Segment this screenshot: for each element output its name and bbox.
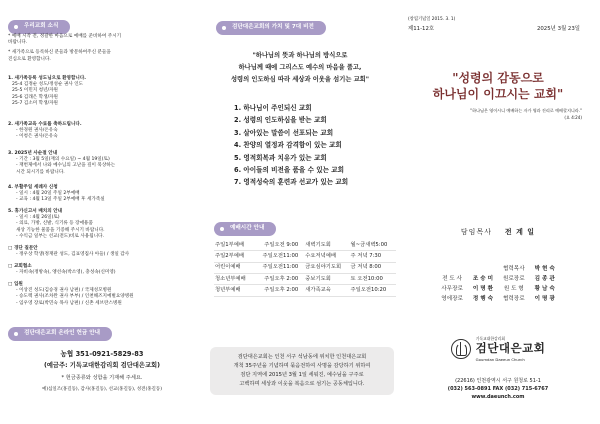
volume-number: 제11-12호 <box>408 25 435 32</box>
church-name: 검단대은교회 <box>475 341 546 356</box>
church-address: (22616) 인천광역시 서구 원청로 51-1 <box>455 378 541 384</box>
news-birthday: □ 경단 질문안 - 정우상 학생(정재관 성도, 김표영집사 아들) / 생일 감사 <box>8 246 130 258</box>
church-logo: 기독교대한감리회 검단대은교회 Goumdan Daeeun Church <box>400 336 596 362</box>
church-contact <box>400 378 596 401</box>
news-item-1: 1. 새가족등록 성도님으로 환영합니다. 25-4 김정순 성도/정성순 권사 인도 25-5 이민지 청년/자원 25-6 김래은 학생/자원 25-7 김소미 학생/자원 <box>8 76 87 106</box>
news-item-2: 2. 새가족교육 수료를 축하드립니다. - 한경원 권사/온유숙 - 이청은 권사/온유숙 <box>8 122 82 140</box>
main-title: "성령의 감동으로 하나님이 이끄시는 교회" <box>432 71 564 102</box>
scripture: "하나님은 영이시니 예배하는 자가 영과 진리로 예배할지니라." (요 4:24) <box>470 108 582 120</box>
worship-row: 청소년부예배 주일오후 2:00 중보기도회 토 오전10:00 <box>214 273 396 284</box>
staff-row: 협력목사 박 현 숙 <box>503 266 555 273</box>
worship-row: 청년부예배 주일오후 2:00 새가족교육 주일오전10:20 <box>214 285 396 296</box>
news-item-5: 5. 휴가신고서 배치의 안내 - 일시 : 4월 26일(토) - 의료, 가방, 신발, 식기류 등 장애용품 새상 기능한 물품을 기증해 주시기 바랍니다. - 수익금 일부는 선교(전도)비로 사용됩니다. <box>8 209 105 239</box>
vision-section-pill: 검단대은교회의 가치 및 7대 비전 <box>216 21 326 35</box>
staff-table-wrap <box>400 265 596 305</box>
bank-account: 농협 351-0921-5829-83 <box>60 350 144 358</box>
offering-note: * 헌금종류와 성함을 기재해 주세요. <box>61 375 143 382</box>
news-visit: □ 교회협소 - 자비속(정방속), 엥선속(박소영), 충성속(신미영) <box>8 264 116 276</box>
news-item-4: 4. 부활주일 세례자 신청 - 일시 : 4월 20일 주일 2부예배 - 교육 : 4월 13일 주일 2부예배 후 세가족실 <box>8 185 105 203</box>
church-emblem-icon <box>451 339 471 359</box>
senior-pastor: 담임목사 전 계 일 <box>460 228 536 236</box>
vision-item: 2. 성령의 인도하심을 받는 교회 <box>234 116 327 125</box>
account-holder: (예금주: 기독교대한감리회 검단대은교회) <box>43 361 161 369</box>
bulletin-date: 2025년 3월 23일 <box>536 25 580 32</box>
worship-row: 주일2부예배 주일오전11:00 수요저녁예배 주 저녁 7:30 <box>214 251 396 262</box>
worship-row: 주일1부예배 주일오전 9:00 새벽기도회 월~금새벽5:00 <box>214 240 396 251</box>
offering-example: 예)십일조(홍길동), 감사(홍길동), 선교(홍길동), 성전(홍길동) <box>41 387 162 393</box>
founded-date: (창립기념일 2015. 3. 1) <box>408 17 456 22</box>
church-name-english: Goumdan Daeeun Church <box>475 356 525 362</box>
news-column <box>4 0 200 424</box>
staff-row: 사무장로 이 명 환 원 도 형 황 남 숙 <box>441 286 555 293</box>
vision-item: 3. 살아있는 말씀이 선포되는 교회 <box>234 128 334 137</box>
news-intro: * 예배 시작 전, 정갈한 마음으로 예배를 준비하여 주시기 바랍니다. * 새가족으로 등록하신 분들과 방문하여주신 분들을 진심으로 환영합니다. <box>8 34 122 62</box>
worship-row: 어린이예배 주일오전11:00 금요심야기도회 금 저녁 8:00 <box>214 262 396 273</box>
offering-info <box>4 350 200 393</box>
news-item-3: 3. 2025년 사순절 안내 - 기간 : 3월 5일(재의 수요일) ~ 4월 19일(토) - 재번제에서 나와 예수님의 고난을 깊이 묵상하는 시간 되시기를 바랍니다. <box>8 151 116 175</box>
bulletin-header <box>408 17 596 33</box>
vision-item: 6. 아이들의 비전을 품을 수 있는 교회 <box>234 165 345 174</box>
staff-row: 영에장로 정 행 숙 협력장로 이 명 광 <box>441 295 555 302</box>
worship-table <box>214 240 396 297</box>
offering-section-pill: 검단대은교회 온라인 헌금 안내 <box>8 327 112 341</box>
worship-table-wrap <box>214 240 398 297</box>
vision-column <box>202 0 398 424</box>
church-website: www.daeunch.com <box>471 393 525 400</box>
news-hospital: □ 입원 - 이상진 성도(김승경 권사 남편) / 국제성모병원 - 승도렉 권사(조차완 권사 부부) / 인천해즈지예벌요양병원 - 임우영 장로(박민숙 목사 남편) / 신촌 세브란스병원 <box>8 282 134 306</box>
vision-list <box>234 104 348 191</box>
vision-item: 1. 하나님이 주인되신 교회 <box>234 104 312 112</box>
church-description-box: 검단대은교회는 인천 서구 석남동에 위치한 인천대은교회 개척 35주년을 기념하며 묶음전하여 사명을 감당하기 위하여 검단 지역에 2015년 3월 1일 세워진, 예수님을 구주로 고백하며 세상과 이웃을 복음으로 섬기는 공동체입니다. <box>210 347 394 395</box>
staff-table <box>436 265 559 305</box>
staff-row: 전 도 사 조 승 미 원로장로 김 종 관 <box>442 276 555 283</box>
worship-section-pill: 예배시간 안내 <box>214 222 276 236</box>
cover-column <box>400 0 596 424</box>
church-values: "하나님의 뜻과 하나님의 방식으로 하나님께 때에 그리스도 예수의 마음을 품고, 성령의 인도하심 따라 세상과 이웃을 섬기는 교회" <box>230 52 370 83</box>
news-section-pill: 우리교회 소식 <box>8 20 70 34</box>
vision-item: 4. 찬양의 열정과 감격함이 있는 교회 <box>234 141 342 150</box>
vision-item: 5. 영적회복과 치유가 있는 교회 <box>234 153 327 162</box>
church-phone: (032) 563-0891 FAX (032) 715-6767 <box>447 385 549 392</box>
vision-item: 7. 영적성숙의 훈련과 선교가 있는 교회 <box>234 178 349 187</box>
